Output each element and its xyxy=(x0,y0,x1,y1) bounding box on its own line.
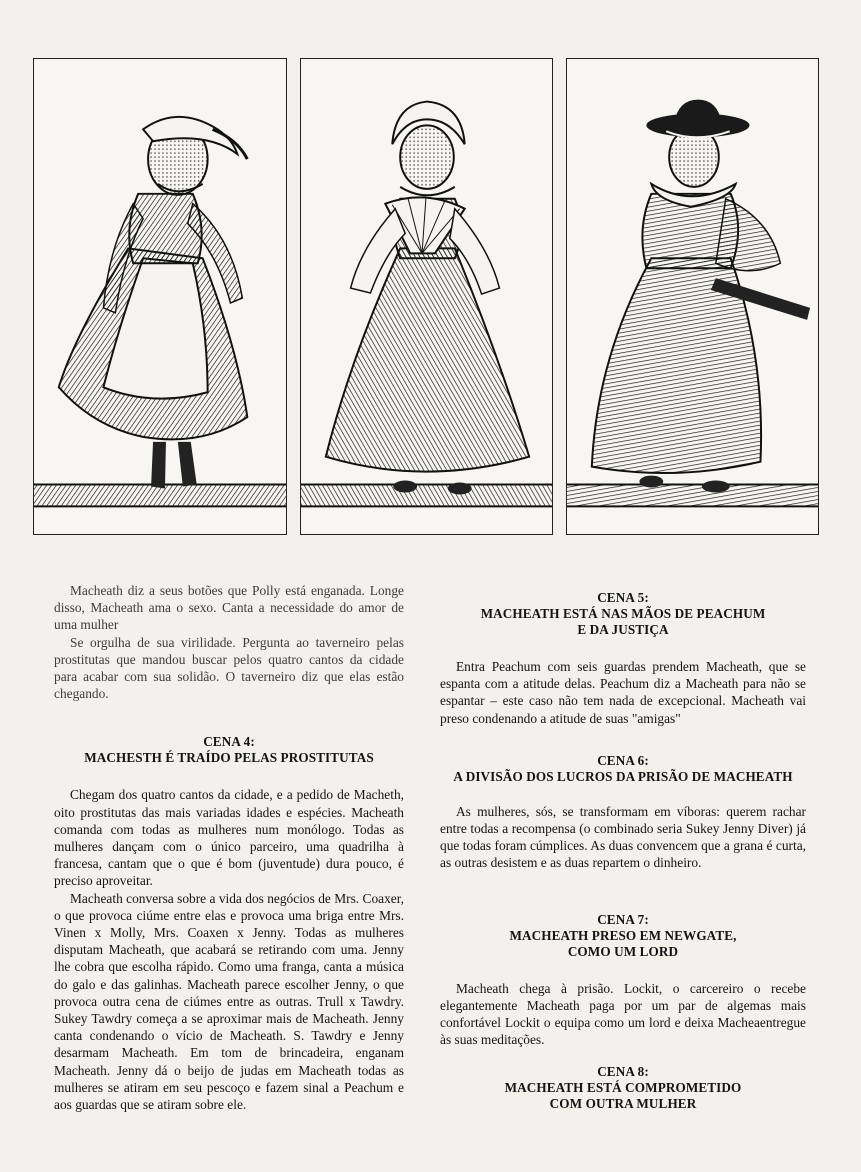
scene-paragraph: Chegam dos quatro cantos da cidade, e a pedido de Macheth, oito prostitutas das mais variadas idades e espécies. Macheath comanda com todas as mulheres num monólogo. Todas as mulheres dançam com o único parceiro, uma quadrilha à francesa, cantam que o que é bom (juventude) dura pouco, é preciso aproveitar. xyxy=(54,787,404,889)
scene-number: CENA 6: xyxy=(597,752,649,768)
scene-title: MACHEATH ESTÁ COMPROMETIDO xyxy=(504,1080,742,1096)
woodcut-woman-with-fan xyxy=(301,59,552,534)
illustration-panel-1 xyxy=(33,58,287,535)
scene-paragraph: As mulheres, sós, se transformam em víboras: querem rachar entre todas a recompensa (o combinado seria Sukey Jenny Diver) já que todas foram cúmplices. As duas convencem que a grana é curta, as outras desistem e as duas repartem o dinheiro. xyxy=(440,803,806,871)
intro-paragraph-1: Macheath diz a seus botões que Polly está enganada. Longe disso, Macheath ama o sexo. Canta a necessidade do amor de uma mulher xyxy=(54,583,404,633)
left-column xyxy=(54,582,404,1113)
scene-6 xyxy=(440,753,806,872)
scene-title: MACHESTH É TRAÍDO PELAS PROSTITUTAS xyxy=(84,750,374,766)
scene-heading xyxy=(440,912,806,960)
scene-number: CENA 5: xyxy=(597,590,649,605)
scene-title: COMO UM LORD xyxy=(567,943,679,959)
scene-7 xyxy=(440,912,806,1049)
intro-section xyxy=(54,582,404,702)
woodcut-woman-holding-skirt xyxy=(34,59,286,534)
scene-number: CENA 8: xyxy=(597,1064,649,1080)
scene-paragraph: Entra Peachum com seis guardas prendem Macheath, que se espanta com a atitude delas. Peachum diz a Macheath para não se espantar – este caso não tem nada de excepcional. Macheath vai preso condenando a atitude de suas "amigas" xyxy=(440,659,806,726)
scene-5 xyxy=(440,590,806,727)
scene-heading xyxy=(440,1064,806,1112)
scene-paragraph: Macheath chega à prisão. Lockit, o carcereiro o recebe elegantemente Macheath paga por um par de algemas mais confortável Lockit o equipa como um lord e deixa Macheaentregue às suas meditações. xyxy=(440,980,806,1048)
right-column xyxy=(440,582,806,1112)
scene-title: MACHEATH ESTÁ NAS MÃOS DE PEACHUM xyxy=(480,606,766,621)
woodcut-woman-with-hat xyxy=(567,59,818,534)
scene-title: E DA JUSTIÇA xyxy=(577,622,669,637)
scene-heading xyxy=(54,734,404,766)
scene-number: CENA 4: xyxy=(203,734,255,750)
scene-heading xyxy=(440,753,806,785)
scene-title: COM OUTRA MULHER xyxy=(549,1096,697,1112)
scene-number: CENA 7: xyxy=(597,911,649,927)
scene-8 xyxy=(440,1064,806,1112)
intro-paragraph-2: Se orgulha de sua virilidade. Pergunta ao taverneiro pelas prostitutas que mandou buscar pelos quatro cantos da cidade para acabar com sua solidão. O taverneiro diz que elas estão chegando. xyxy=(54,634,404,702)
illustration-panel-2 xyxy=(300,58,553,535)
illustration-panel-3 xyxy=(566,58,819,535)
scene-heading xyxy=(440,590,806,638)
scene-paragraph: Macheath conversa sobre a vida dos negócios de Mrs. Coaxer, o que provoca ciúme entre elas e provoca uma briga entre Mrs. Vinen x Molly, Mrs. Coaxen x Jenny. Todas as mulheres disputam Macheath, que acabará se retirando com uma. Jenny lhe cobra que escolha rápido. Como uma franga, canta a música do galo e das galinhas. Macheath parece escolher Jenny, o que provoca outra cena de ciúmes entre as outras. Trull x Tawdry. Sukey Tawdry começa a se aproximar mais de Macheath. Jenny canta condenando o vício de Macheath. S. Tawdry e Jenny desarmam Macheath. Em tom de brincadeira, enganam Macheath. Jenny dá o beijo de judas em Macheath todas as mulheres se atiram em seu pescoço e fazem sinal a Peachum e aos guardas que se atiram sobre ele. xyxy=(54,890,404,1113)
scene-title: MACHEATH PRESO EM NEWGATE, xyxy=(509,927,737,943)
scene-4 xyxy=(54,734,404,1113)
scene-title: A DIVISÃO DOS LUCROS DA PRISÃO DE MACHEATH xyxy=(453,768,793,784)
